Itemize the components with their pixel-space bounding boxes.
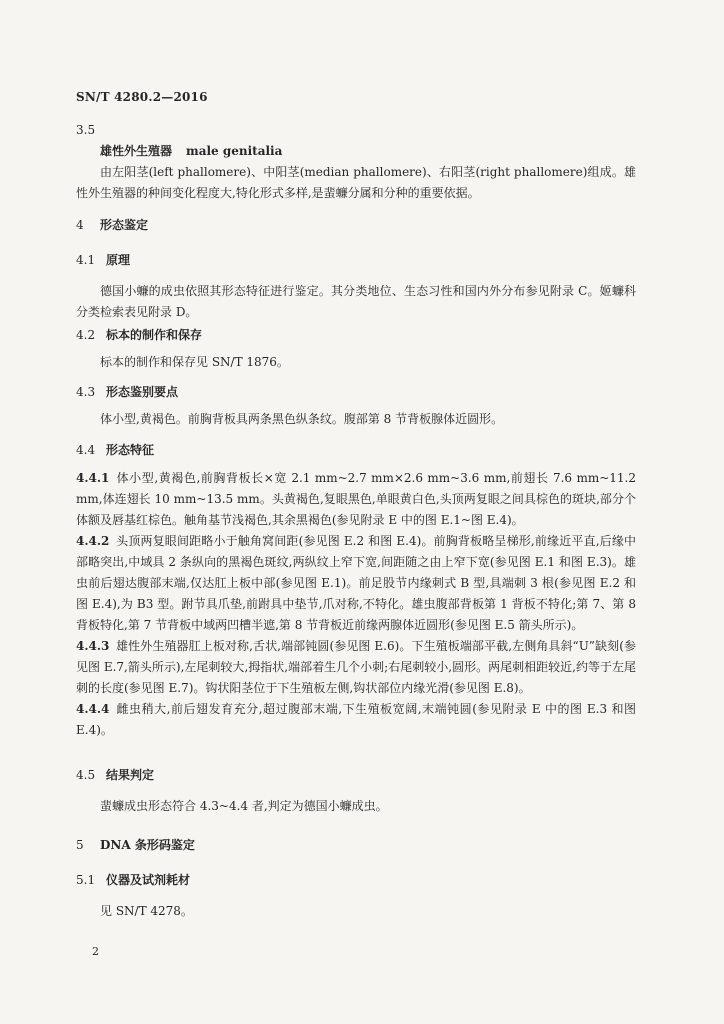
section-number: 5.1	[76, 873, 96, 887]
section-number: 4.3	[76, 385, 96, 399]
subsection-heading	[76, 870, 636, 891]
clause-number: 4.4.2	[76, 534, 110, 548]
clause-text: 雌虫稍大,前后翅发育充分,超过腹部末端,下生殖板宽阔,末端钝圆(参见附录 E 中的图 E.3 和图 E.4)。	[76, 702, 636, 737]
section-4-2	[76, 325, 636, 373]
section-title: 标本的制作和保存	[106, 328, 203, 342]
page-number: 2	[92, 945, 99, 958]
subsection-heading	[76, 382, 636, 403]
section-number: 3.5	[76, 123, 96, 137]
clause-text: 体小型,黄褐色,前胸背板长×宽 2.1 mm~2.7 mm×2.6 mm~3.6 mm,前翅长 7.6 mm~11.2 mm,体连翅长 10 mm~13.5 mm。头黄褐色,复眼黑色,单眼黄白色,头顶两复眼之间具棕色的斑块,部分个体额及唇基红棕色。触角基节浅褐色,其余黑褐色(参见附录 E 中的图 E.1~图 E.4)。	[76, 471, 636, 527]
section-number: 4.2	[76, 328, 96, 342]
section-title: DNA 条形码鉴定	[100, 838, 195, 852]
section-title: 结果判定	[106, 768, 155, 782]
section-4-heading	[76, 215, 636, 236]
section-number: 4	[76, 218, 84, 232]
subsection-heading	[76, 325, 636, 346]
section-number: 5	[76, 838, 84, 852]
section-number: 4.5	[76, 768, 96, 782]
section-4-3	[76, 382, 636, 430]
section-4-5	[76, 765, 636, 817]
section-number: 4.1	[76, 253, 96, 267]
clause-4-4-1	[76, 468, 636, 531]
clause-4-4-4	[76, 699, 636, 741]
section-number: 4.4	[76, 443, 96, 457]
term-line	[76, 141, 636, 162]
paragraph: 德国小蠊的成虫依照其形态特征进行鉴定。其分类地位、生态习性和国内外分布参见附录 C。姬蠊科分类检索表见附录 D。	[76, 284, 636, 319]
clause-4-4-2	[76, 531, 636, 636]
clause-number: 4.4.1	[76, 471, 110, 485]
paragraph: 标本的制作和保存见 SN/T 1876。	[100, 355, 289, 369]
section-title: 原理	[106, 253, 131, 267]
section-4-1	[76, 250, 636, 323]
subsection-heading	[76, 250, 636, 271]
section-title: 形态特征	[106, 443, 155, 457]
paragraph: 蜚蠊成虫形态符合 4.3~4.4 者,判定为德国小蠊成虫。	[100, 799, 388, 813]
section-3-5	[76, 120, 636, 204]
paragraph: 体小型,黄褐色。前胸背板具两条黑色纵条纹。腹部第 8 节背板腺体近圆形。	[100, 412, 504, 426]
section-4-4-body	[76, 468, 636, 741]
standard-number: SN/T 4280.2—2016	[76, 90, 208, 104]
clause-4-4-3	[76, 636, 636, 699]
section-title: 形态鉴定	[100, 218, 149, 232]
term-english: male genitalia	[186, 144, 283, 158]
section-5-1	[76, 870, 636, 922]
section-4-4-heading	[76, 440, 636, 461]
term-chinese: 雄性外生殖器	[100, 144, 173, 158]
section-title: 形态鉴别要点	[106, 385, 179, 399]
subsection-heading	[76, 765, 636, 786]
term-definition: 由左阳茎(left phallomere)、中阳茎(median phallomere)、右阳茎(right phallomere)组成。雄性外生殖器的种间变化程度大,特化形式多样,是蜚蠊分属和分种的重要依据。	[76, 165, 636, 200]
section-5-heading	[76, 835, 636, 856]
paragraph: 见 SN/T 4278。	[100, 904, 193, 918]
clause-number: 4.4.3	[76, 639, 110, 653]
clause-number: 4.4.4	[76, 702, 110, 716]
clause-text: 雄性外生殖器肛上板对称,舌状,端部钝圆(参见图 E.6)。下生殖板端部平截,左侧角具斜“U”缺刻(参见图 E.7,箭头所示),左尾刺较大,拇指状,端部着生几个小刺;右尾刺较小,圆形。两尾刺相距较近,约等于左尾刺的长度(参见图 E.7)。钩状阳茎位于下生殖板左侧,钩状部位内缘光滑(参见图 E.8)。	[76, 639, 636, 695]
clause-text: 头顶两复眼间距略小于触角窝间距(参见图 E.2 和图 E.4)。前胸背板略呈梯形,前缘近平直,后缘中部略突出,中域具 2 条纵向的黑褐色斑纹,两纵纹上窄下宽,间距随之由上窄下宽(参见图 E.1 和图 E.3)。雄虫前后翅达腹部末端,仅达肛上板中部(参见图 E.1)。前足股节内缘刺式 B 型,具端刺 3 根(参见图 E.2 和图 E.4),为 B3 型。跗节具爪垫,前跗具中垫节,爪对称,不特化。雄虫腹部背板第 1 背板不特化;第 7、第 8 背板特化,第 7 节背板中域两凹槽半遮,第 8 节背板近前缘两腺体近圆形(参见图 E.5 箭头所示)。	[76, 534, 636, 632]
section-title: 仪器及试剂耗材	[106, 873, 191, 887]
